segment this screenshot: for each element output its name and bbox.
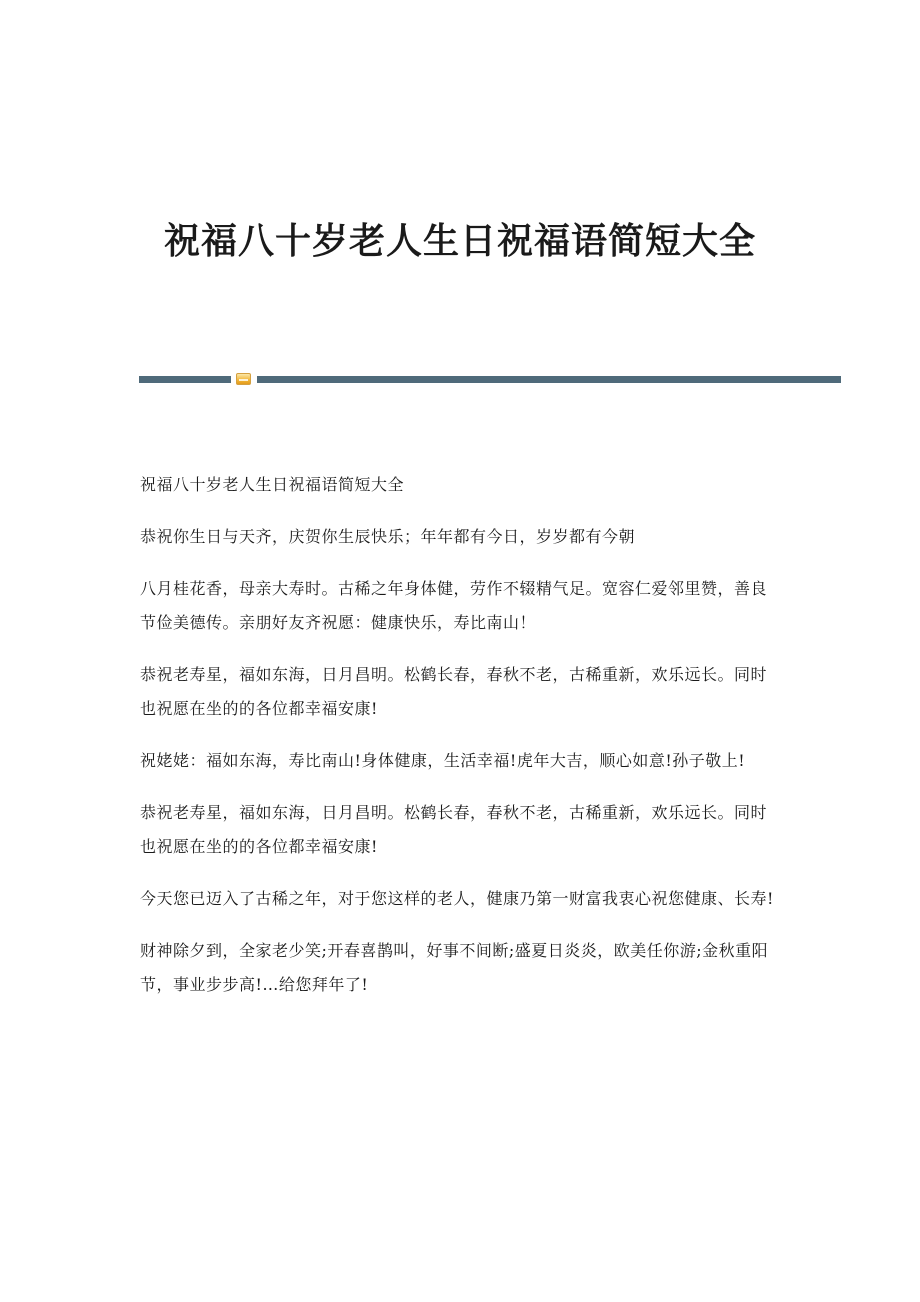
body-paragraph: 祝姥姥：福如东海，寿比南山!身体健康，生活幸福!虎年大吉，顺心如意!孙子敬上! (140, 751, 746, 770)
title-divider (139, 373, 841, 387)
body-paragraph: 恭祝老寿星，福如东海，日月昌明。松鹤长春，春秋不老，古稀重新，欢乐远长。同时也祝愿在坐的的各位都幸福安康! (140, 665, 768, 718)
document-marker-icon (236, 373, 251, 385)
body-paragraph: 恭祝老寿星，福如东海，日月昌明。松鹤长春，春秋不老，古稀重新，欢乐远长。同时也祝愿在坐的的各位都幸福安康! (140, 803, 768, 856)
body-paragraph: 恭祝你生日与天齐，庆贺你生辰快乐；年年都有今日，岁岁都有今朝 (140, 527, 636, 546)
body-paragraph: 八月桂花香，母亲大寿时。古稀之年身体健，劳作不辍精气足。宽容仁爱邻里赞，善良节俭美德传。亲朋好友齐祝愿：健康快乐，寿比南山！ (140, 579, 768, 632)
page-title: 祝福八十岁老人生日祝福语简短大全 (163, 220, 756, 262)
divider-bar-left (139, 376, 231, 383)
divider-bar-right (257, 376, 841, 383)
body-paragraph: 财神除夕到，全家老少笑;开春喜鹊叫，好事不间断;盛夏日炎炎，欧美任你游;金秋重阳节，事业步步高!…给您拜年了! (140, 941, 769, 994)
document-body (140, 468, 780, 1020)
subtitle-paragraph: 祝福八十岁老人生日祝福语简短大全 (140, 475, 405, 494)
body-paragraph: 今天您已迈入了古稀之年，对于您这样的老人，健康乃第一财富我衷心祝您健康、长寿! (140, 889, 774, 908)
